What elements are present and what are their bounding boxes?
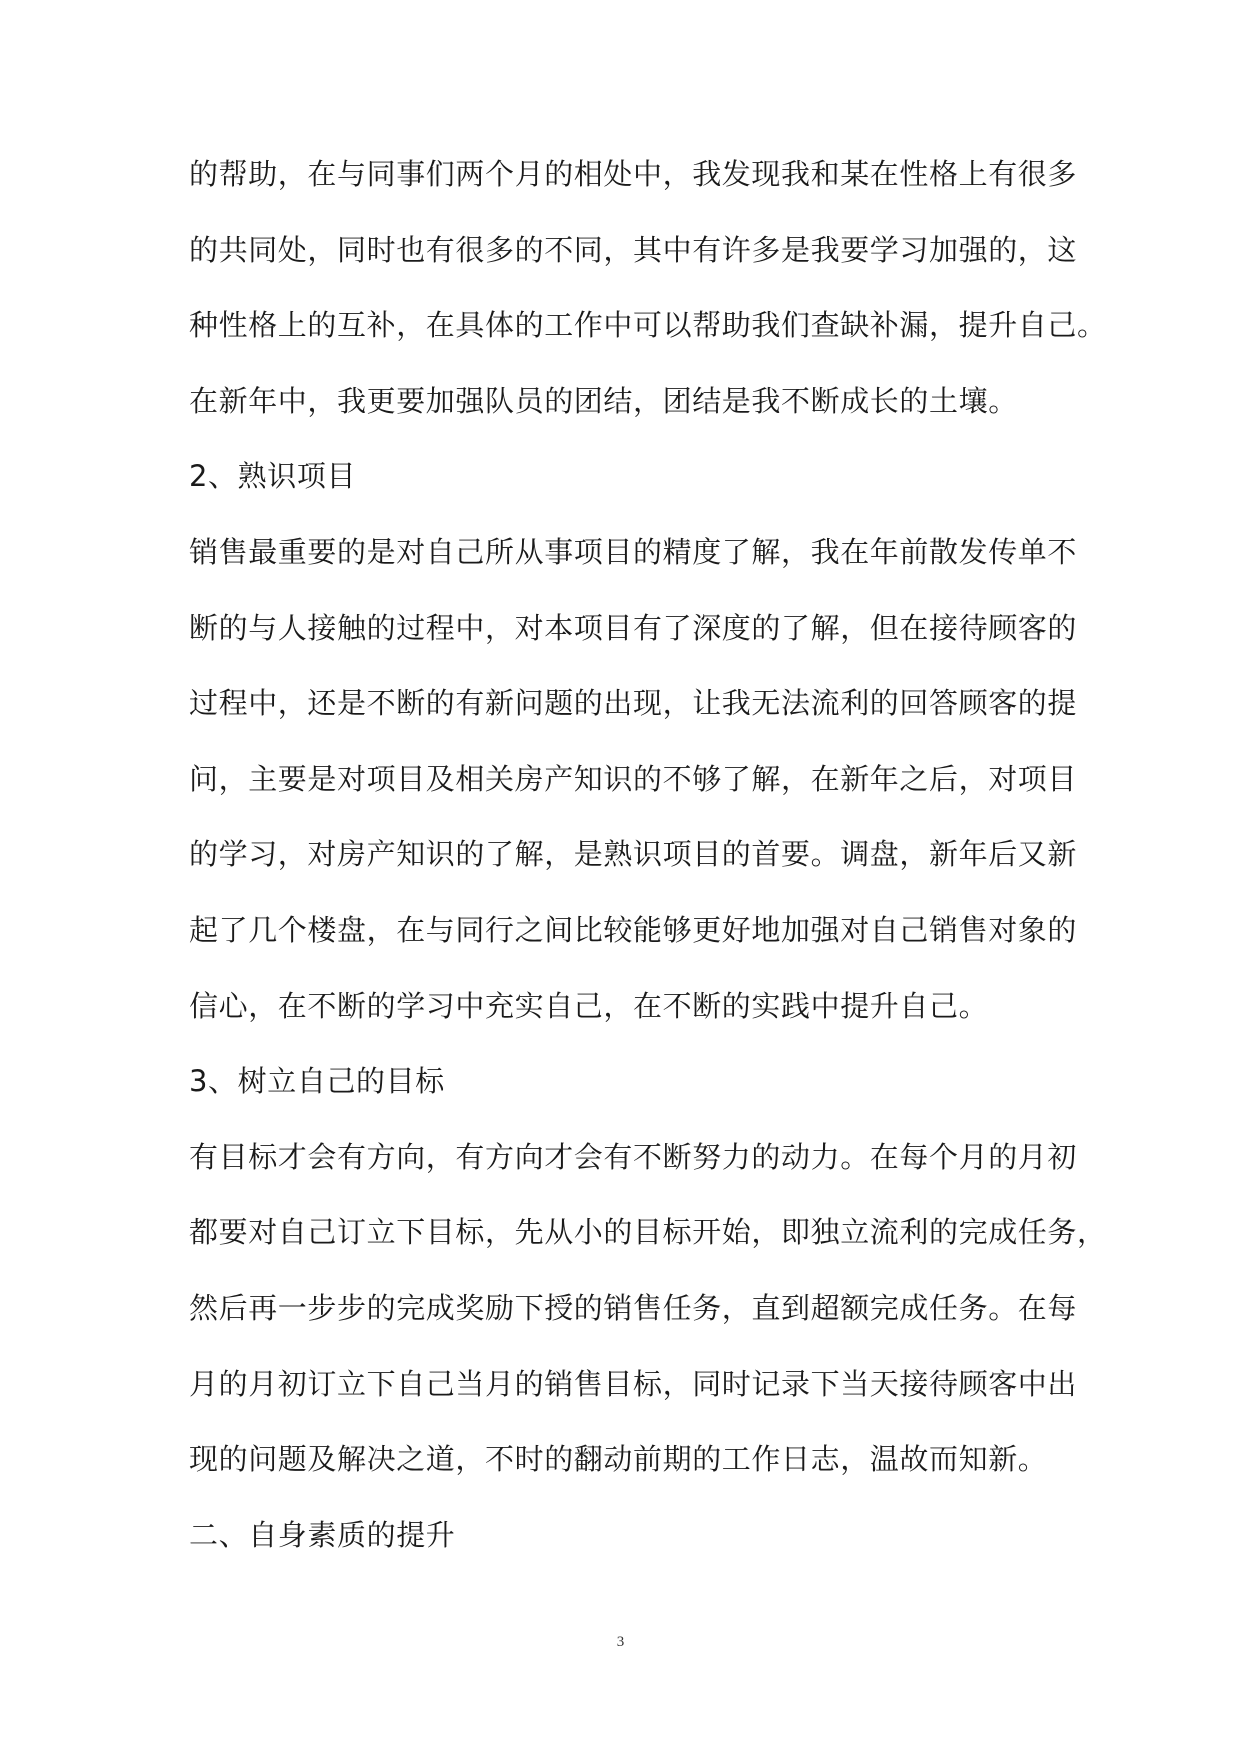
text-line: 3、树立自己的目标 (189, 1064, 445, 1099)
document-body (189, 137, 1107, 1573)
text-line: 种性格上的互补，在具体的工作中可以帮助我们查缺补漏，提升自己。 (189, 308, 1107, 343)
text-line: 起了几个楼盘，在与同行之间比较能够更好地加强对自己销售对象的 (189, 912, 1078, 947)
text-line: 在新年中，我更要加强队员的团结，团结是我不断成长的土壤。 (189, 383, 1018, 418)
text-line: 2、熟识项目 (189, 459, 357, 494)
text-line: 现的问题及解决之道，不时的翻动前期的工作日志，温故而知新。 (189, 1442, 1048, 1477)
text-line: 信心，在不断的学习中充实自己，在不断的实践中提升自己。 (189, 988, 989, 1023)
text-line: 然后再一步步的完成奖励下授的销售任务，直到超额完成任务。在每 (189, 1290, 1078, 1325)
text-line: 问，主要是对项目及相关房产知识的不够了解，在新年之后，对项目 (189, 761, 1078, 796)
text-line: 销售最重要的是对自己所从事项目的精度了解，我在年前散发传单不 (189, 534, 1078, 569)
text-line: 的帮助，在与同事们两个月的相处中，我发现我和某在性格上有很多 (189, 157, 1078, 191)
page-number: 3 (616, 1634, 625, 1650)
text-line: 断的与人接触的过程中，对本项目有了深度的了解，但在接待顾客的 (189, 610, 1078, 645)
text-line: 有目标才会有方向，有方向才会有不断努力的动力。在每个月的月初 (189, 1139, 1078, 1174)
text-line: 过程中，还是不断的有新问题的出现，让我无法流利的回答顾客的提 (189, 686, 1078, 721)
text-line: 的共同处，同时也有很多的不同，其中有许多是我要学习加强的，这 (189, 232, 1078, 267)
text-line: 的学习，对房产知识的了解，是熟识项目的首要。调盘，新年后又新 (189, 837, 1078, 872)
text-line: 二、自身素质的提升 (189, 1517, 456, 1552)
text-line: 月的月初订立下自己当月的销售目标，同时记录下当天接待顾客中出 (189, 1366, 1078, 1401)
text-line: 都要对自己订立下目标，先从小的目标开始，即独立流利的完成任务， (189, 1215, 1107, 1250)
